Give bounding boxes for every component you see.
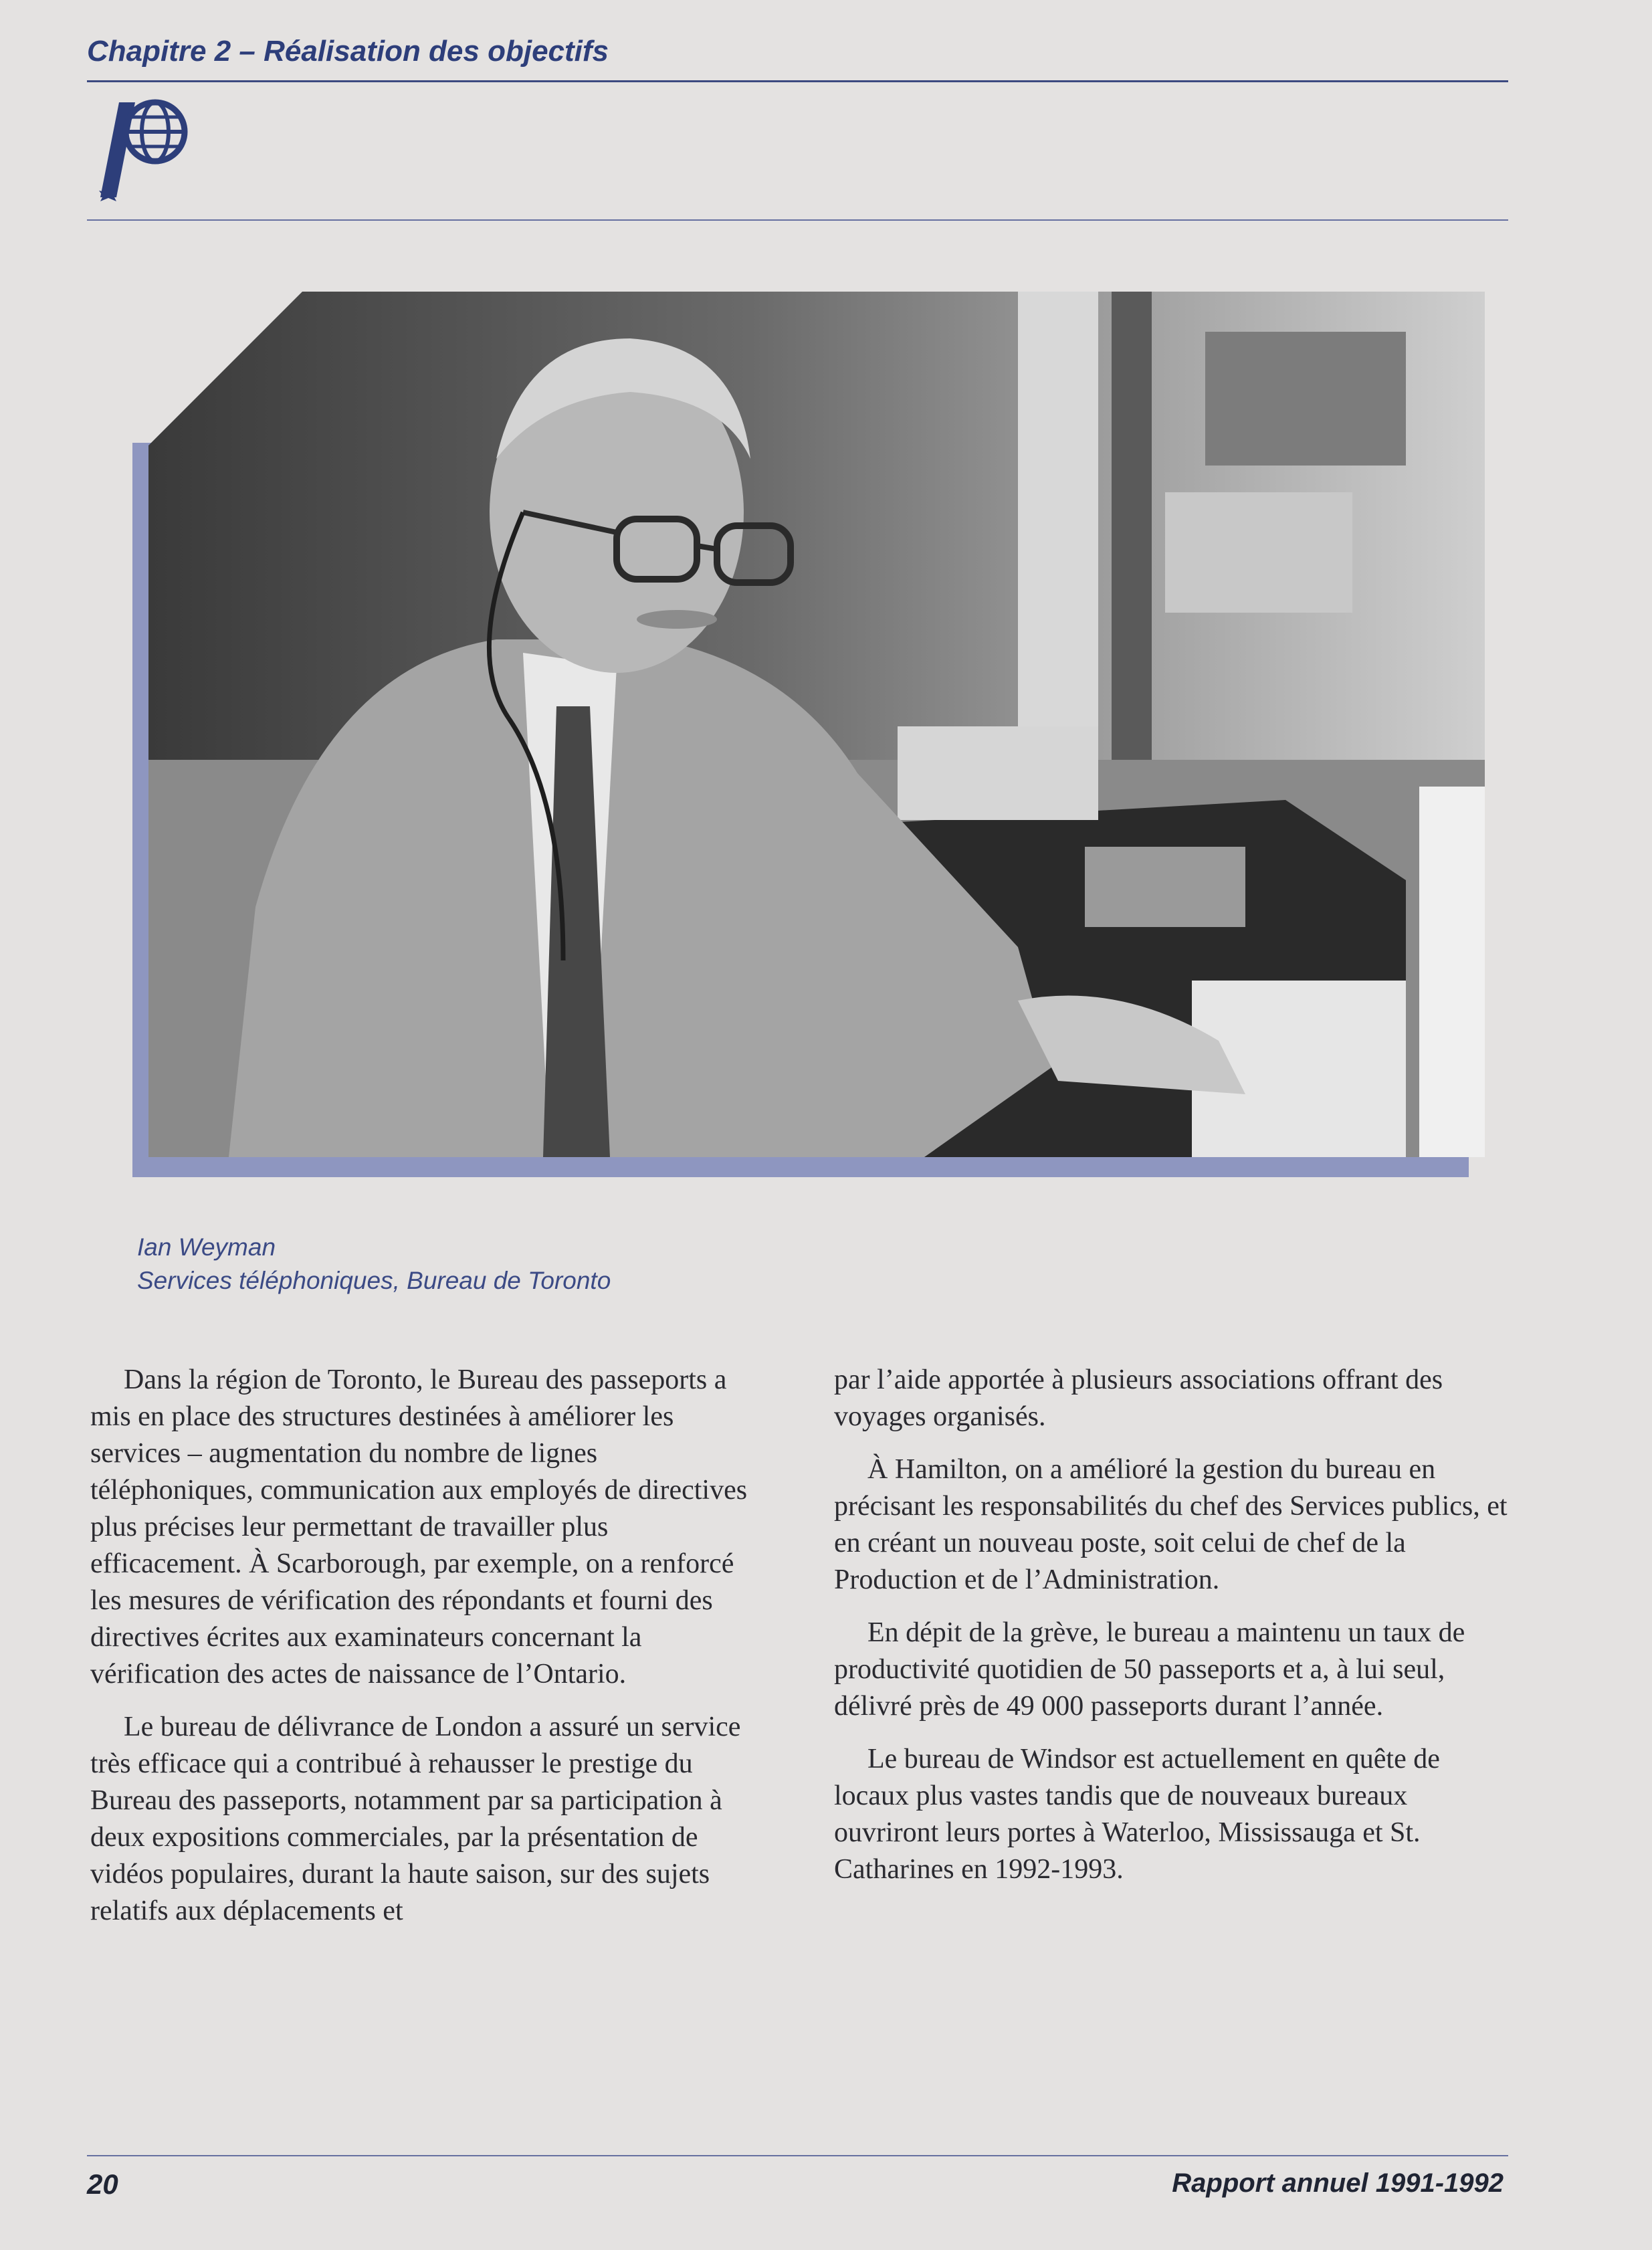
footer-rule <box>87 2155 1508 2156</box>
left-column <box>90 1362 759 1946</box>
right-column <box>834 1362 1513 1904</box>
header-rule-lower <box>87 219 1508 221</box>
caption-role: Services téléphoniques, Bureau de Toronto <box>137 1267 611 1294</box>
paragraph-windsor: Le bureau de Windsor est actuellement en quête de locaux plus vastes tandis que de nouveaux bureaux ouvriront leurs portes à Waterloo, Mississauga et St. Catharines en 1992-1993. <box>834 1744 1440 1885</box>
paragraph-strike: En dépit de la grève, le bureau a maintenu un taux de productivité quotidien de 50 passeports et a, à lui seul, délivré près de 49 000 passeports durant l’année. <box>834 1617 1465 1722</box>
report-title: Rapport annuel 1991-1992 <box>1172 2168 1504 2198</box>
staff-photo <box>148 292 1485 1157</box>
passport-globe-p-icon <box>94 97 194 207</box>
chapter-title: Chapitre 2 – Réalisation des objectifs <box>87 35 609 68</box>
paragraph-toronto: Dans la région de Toronto, le Bureau des passeports a mis en place des structures destinées à améliorer les services – augmentation du nombre de lignes téléphoniques, communication aux employés de directives plus précises leur permettant de travailler plus efficacement. À Scarborough, par exemple, on a renforcé les mesures de vérification des répondants et fourni des directives écrites aux examinateurs concernant la vérification des actes de naissance de l’Ontario. <box>90 1364 748 1690</box>
header-rule <box>87 80 1508 82</box>
caption-name: Ian Weyman <box>137 1233 276 1261</box>
paragraph-london-continued: par l’aide apportée à plusieurs associations offrant des voyages organisés. <box>834 1364 1443 1432</box>
paragraph-london: Le bureau de délivrance de London a assuré un service très efficace qui a contribué à rehausser le prestige du Bureau des passeports, notamment par sa participation à deux expositions commerciales, par la présentation de vidéos populaires, durant la haute saison, sur des sujets relatifs aux déplacements et <box>90 1712 741 1926</box>
paragraph-hamilton: À Hamilton, on a amélioré la gestion du bureau en précisant les responsabilités du chef des Services publics, et en créant un nouveau poste, soit celui de chef de la Production et de l’Administration. <box>834 1454 1508 1595</box>
photo-caption <box>137 1231 611 1298</box>
page-number: 20 <box>87 2168 118 2200</box>
